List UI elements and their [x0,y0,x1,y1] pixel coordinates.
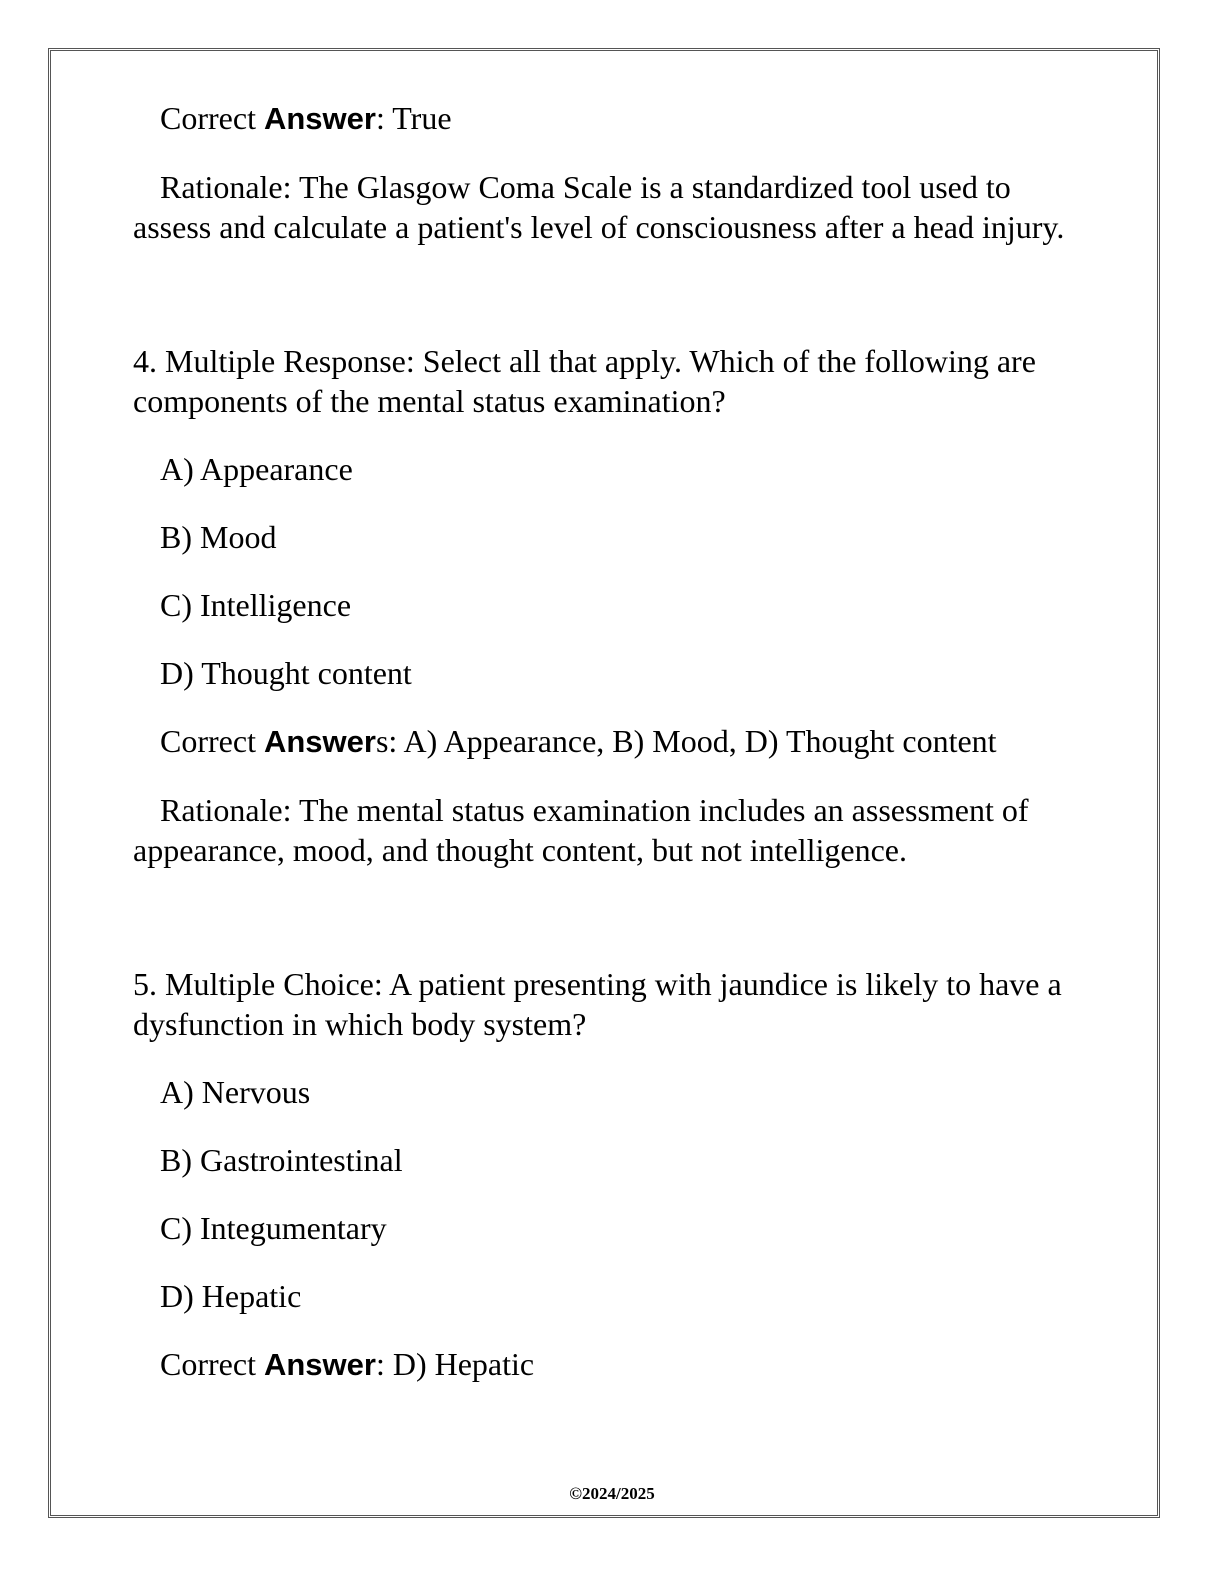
spacer [133,275,1093,341]
q5-option-d: D) Hepatic [160,1278,302,1314]
q5-question: 5. Multiple Choice: A patient presenting with jaundice is likely to have a dysfunction in which body system? [133,966,1062,1042]
q4-option-d: D) Thought content [160,655,412,691]
answer-value: : True [375,100,452,136]
answer-word: Answer [263,1347,376,1382]
spacer [133,898,1093,964]
q4-question: 4. Multiple Response: Select all that apply. Which of the following are components of the mental status examination? [133,343,1036,419]
answer-value: s: A) Appearance, B) Mood, D) Thought content [375,723,997,759]
q4-correct-answers [133,721,1093,762]
q5-option-b: B) Gastrointestinal [160,1142,403,1178]
document-body [133,98,1093,1413]
answer-value: : D) Hepatic [375,1346,535,1382]
answer-prefix: Correct [160,100,264,136]
q3-rationale: Rationale: The Glasgow Coma Scale is a standardized tool used to assess and calculate a patient's level of consciousness after a head injury. [133,169,1065,245]
q5-option-a: A) Nervous [160,1074,311,1110]
copyright-footer: ©2024/2025 [569,1484,655,1503]
q4-option-c: C) Intelligence [160,587,352,623]
q5-correct-answer [133,1344,1093,1385]
q5-option-c: C) Integumentary [160,1210,387,1246]
answer-word: Answer [263,724,376,759]
answer-prefix: Correct [160,1346,264,1382]
q4-option-a: A) Appearance [160,451,353,487]
q4-rationale: Rationale: The mental status examination includes an assessment of appearance, mood, and thought content, but not intelligence. [133,792,1029,868]
answer-prefix: Correct [160,723,264,759]
answer-word: Answer [263,101,376,136]
q4-option-b: B) Mood [160,519,277,555]
q3-correct-answer [133,98,1093,139]
